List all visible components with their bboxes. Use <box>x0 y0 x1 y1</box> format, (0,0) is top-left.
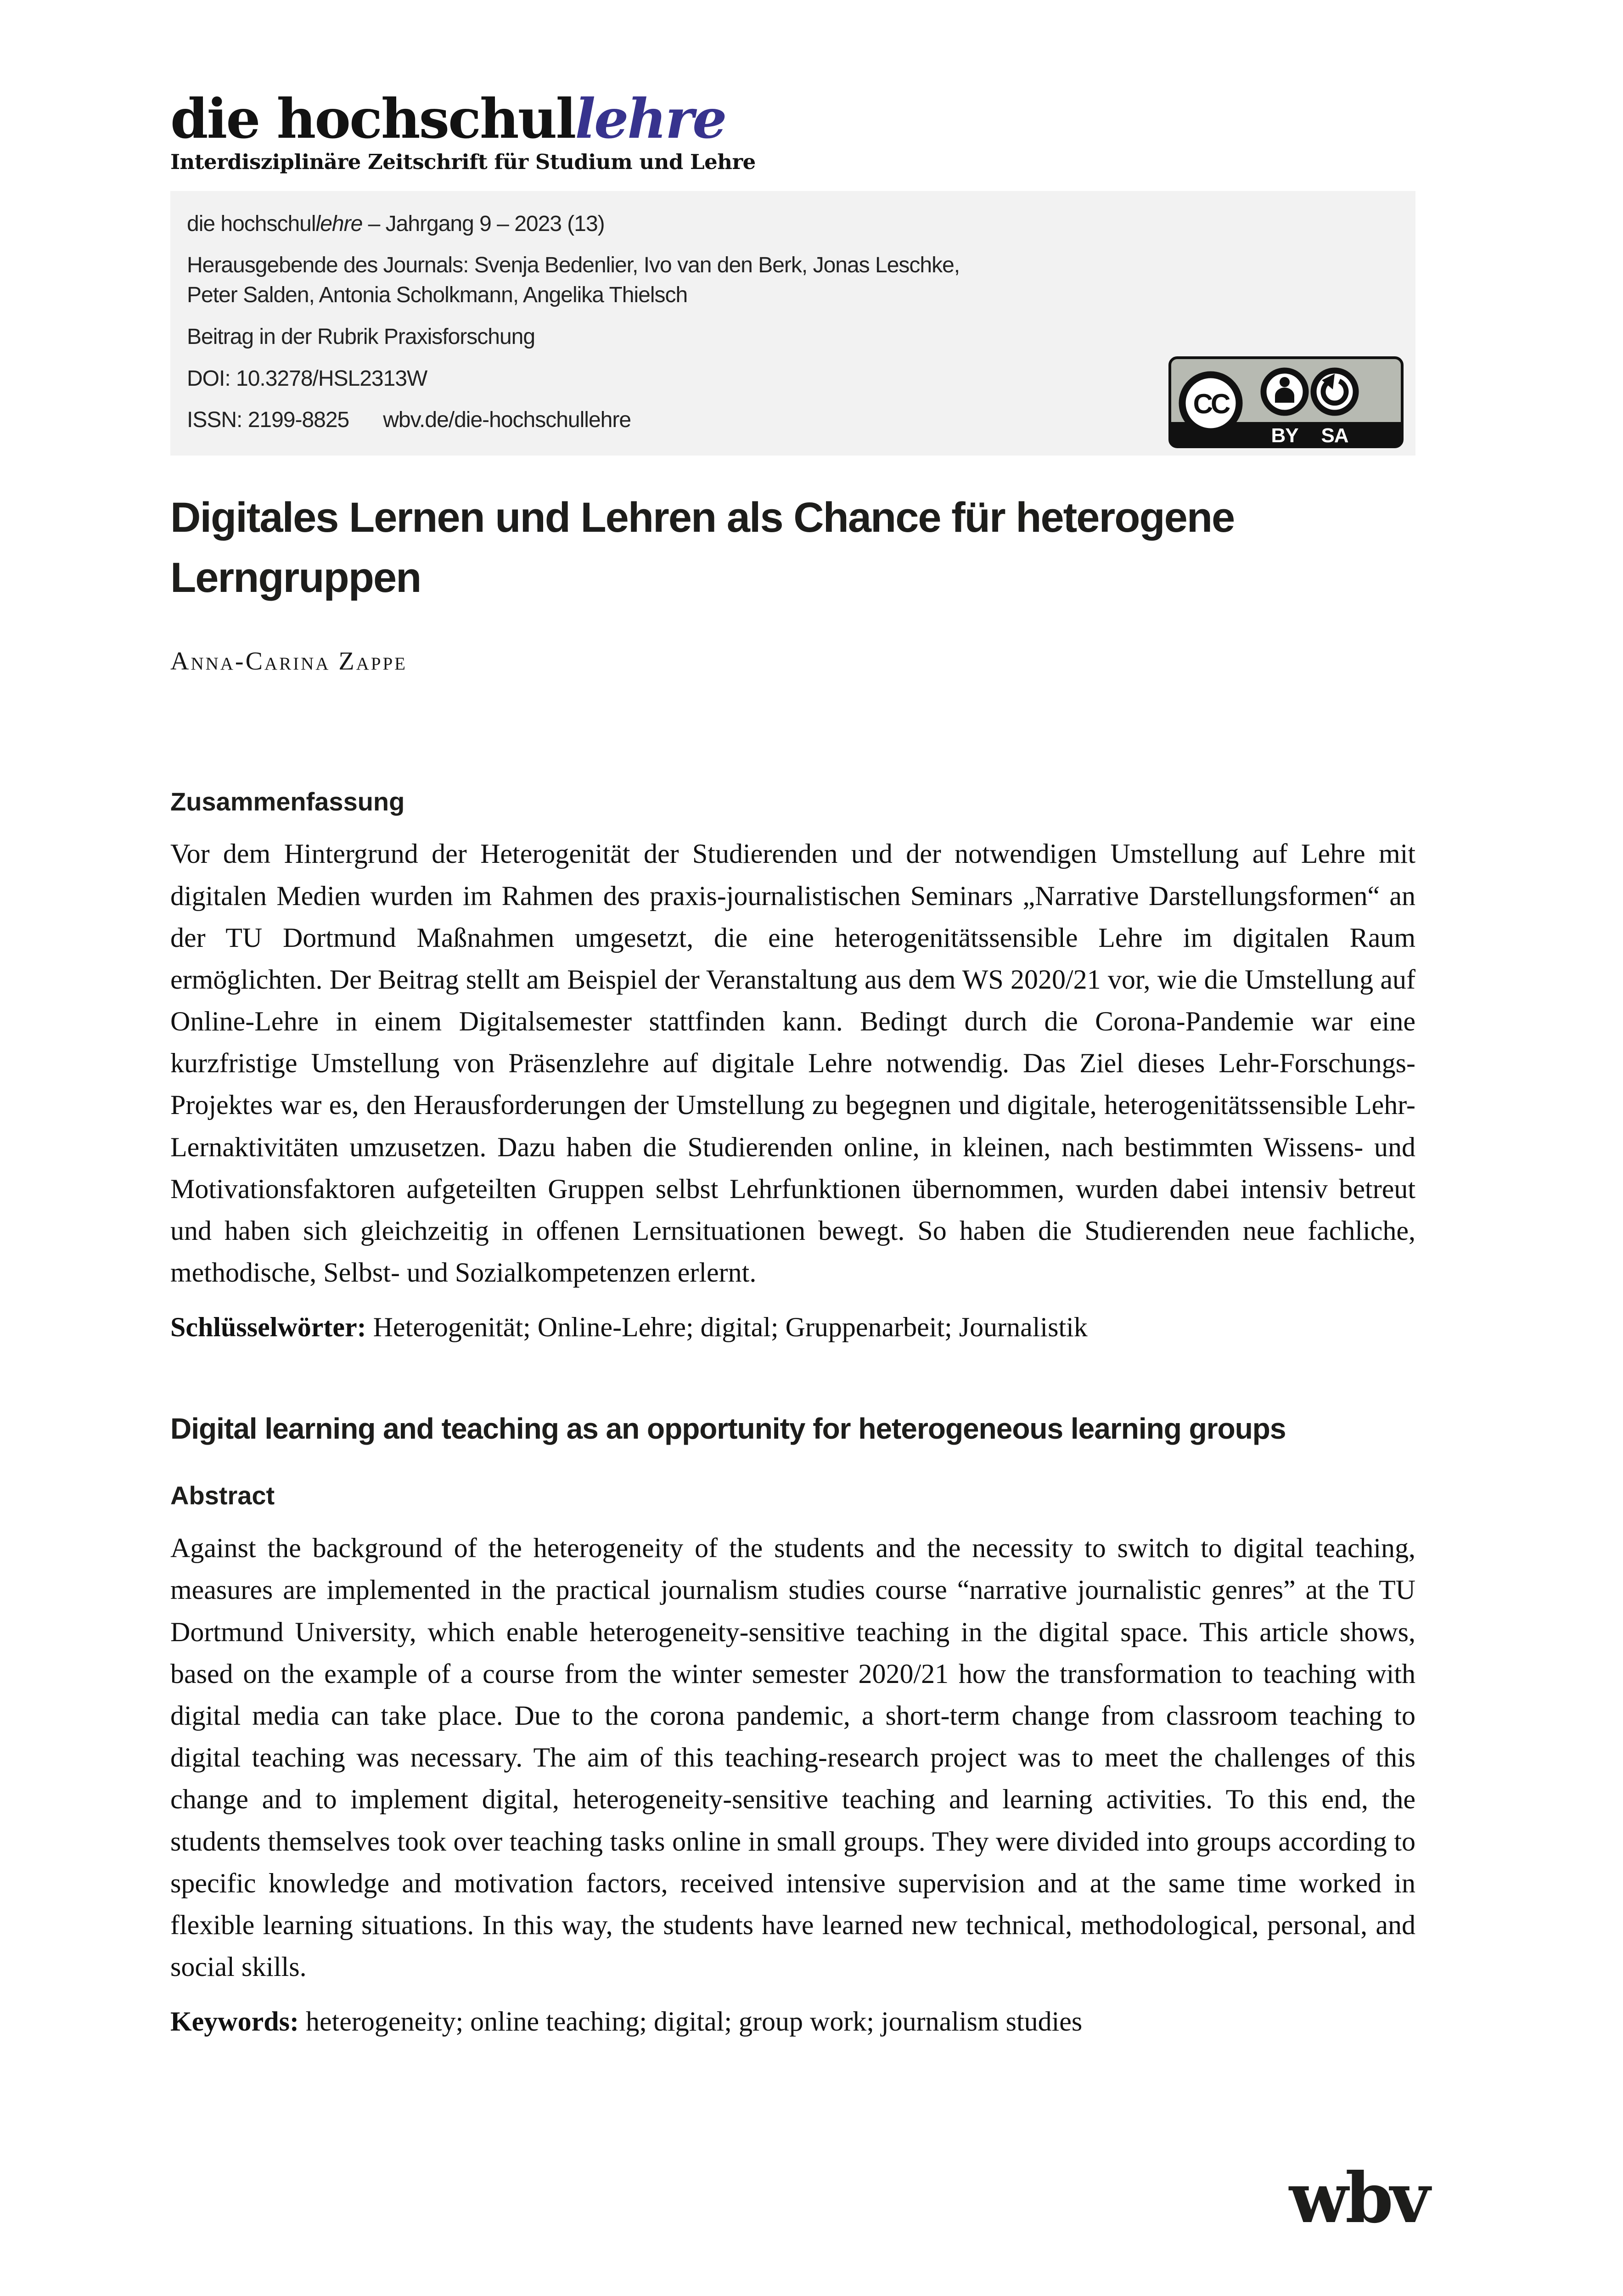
keywords-de-list: Heterogenität; Online-Lehre; digital; Gruppenarbeit; Journalistik <box>373 1312 1088 1343</box>
badge-by-label: BY <box>1271 424 1298 447</box>
abstract-de-text: Vor dem Hintergrund der Heterogenität der Studierenden und der notwendigen Umstellung auf Lehre mit digitalen Medien wurden im Rahmen des praxis-journalistischen Seminars „Narrative Darstellungsformen“ an der TU Dortmund Maßnahmen umgesetzt, die eine heterogenitätssensible Lehre im digitalen Raum ermöglichten. Der Beitrag stellt am Beispiel der Veranstaltung aus dem WS 2020/21 vor, wie die Umstellung auf Online-Lehre in einem Digitalsemester stattfinden kann. Bedingt durch die Corona-Pandemie war eine kurzfristige Umstellung von Präsenzlehre auf digitale Lehre notwendig. Das Ziel dieses Lehr-Forschungs-Projektes war es, den Herausforderungen der Umstellung zu begegnen und digitale, heterogenitätssensible Lehr-Lernaktivitäten umzusetzen. Dazu haben die Studierenden online, in kleinen, nach bestimmten Wissens- und Motivationsfaktoren aufgeteilten Gruppen selbst Lehrfunktionen übernommen, wurden dabei intensiv betreut und haben sich gleichzeitig in offenen Lernsituationen bewegt. So haben die Studierenden neue fachliche, methodische, Selbst- und Sozialkompetenzen erlernt. <box>170 838 1415 1288</box>
journal-logo-black-part: die hochschul <box>170 87 575 151</box>
keywords-de-label: Schlüsselwörter: <box>170 1312 366 1343</box>
abstract-en-heading: Abstract <box>170 1481 275 1510</box>
editors-line-1: Herausgebende des Journals: Svenja Bedenlier, Ivo van den Berk, Jonas Leschke, <box>187 253 960 278</box>
abstract-de-heading: Zusammenfassung <box>170 787 405 816</box>
journal-logo <box>170 87 1415 151</box>
svg-text:CC: CC <box>1193 388 1229 420</box>
journal-url: wbv.de/die-hochschullehre <box>383 408 631 433</box>
abstract-en-text: Against the background of the heterogeneity of the students and the necessity to switch to digital teaching, measures are implemented in the practical journalism studies course “narrative journalistic genres” at the TU Dortmund University, which enable heterogeneity-sensitive teaching in the digital space. This article shows, based on the example of a course from the winter semester 2020/21 how the transformation to teaching with digital media can take place. Due to the corona pandemic, a short-term change from classroom teaching to digital teaching was necessary. The aim of this teaching-research project was to meet the challenges of this change and to implement digital, heterogeneity-sensitive teaching and learning activities. To this end, the students themselves took over teaching tasks online in small groups. They were divided into groups according to specific knowledge and motivation factors, received intensive supervision and at the same time worked in flexible learning situations. In this way, the students have learned new technical, methodological, personal, and social skills. <box>170 1533 1415 1982</box>
keywords-en-label: Keywords: <box>170 2006 299 2037</box>
doi-line: DOI: 10.3278/HSL2313W <box>187 366 427 391</box>
cc-by-sa-license-badge <box>1168 356 1404 448</box>
share-alike-arrow-icon <box>1314 371 1356 413</box>
keywords-en-list: heterogeneity; online teaching; digital; group work; journalism studies <box>305 2006 1083 2037</box>
issue-journal-name: die hochschul <box>187 211 316 236</box>
journal-masthead <box>170 0 1415 174</box>
issue-info-box <box>170 191 1415 456</box>
cc-circle-icon <box>1182 375 1239 432</box>
editors-line <box>187 251 1397 310</box>
page-content-column <box>170 0 1415 2042</box>
author-name: Anna-Carina Zappe <box>170 647 408 675</box>
attribution-person-icon <box>1264 371 1306 413</box>
publisher-logo-wbv: wbv <box>1289 2158 1427 2239</box>
badge-sa-label: SA <box>1321 424 1348 447</box>
editors-line-2: Peter Salden, Antonia Scholkmann, Angelika Thielsch <box>187 283 688 308</box>
journal-subtitle: Interdisziplinäre Zeitschrift für Studium und Lehre <box>170 150 756 174</box>
issue-volume-year: – Jahrgang 9 – 2023 (13) <box>362 211 605 236</box>
keywords-de-line <box>170 1306 1415 1348</box>
keywords-en-line <box>170 2001 1415 2042</box>
article-title-en: Digital learning and teaching as an opportunity for heterogeneous learning groups <box>170 1412 1286 1446</box>
journal-logo-accent-part: lehre <box>575 87 726 151</box>
issn-number: ISSN: 2199-8825 <box>187 408 349 433</box>
issue-journal-name-italic: lehre <box>315 211 363 236</box>
rubric-line: Beitrag in der Rubrik Praxisforschung <box>187 324 535 349</box>
article-title-de: Digitales Lernen und Lehren als Chance für heterogene Lerngruppen <box>170 494 1235 601</box>
issue-volume-line <box>187 209 1397 239</box>
